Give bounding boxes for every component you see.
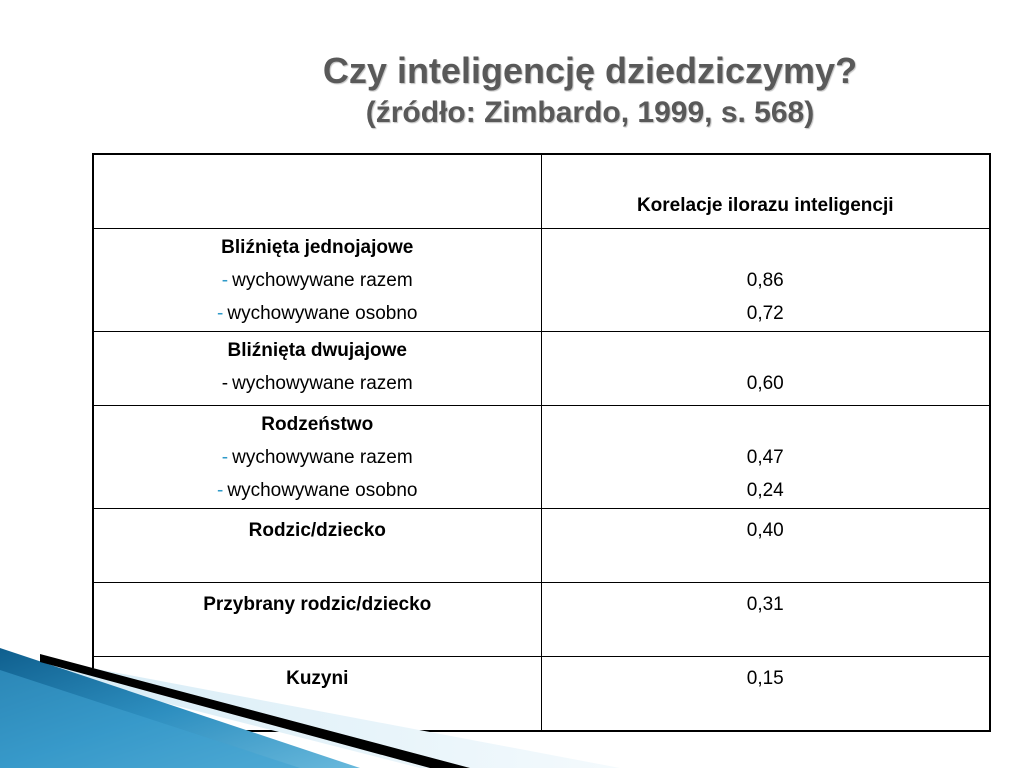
title-source: (źródło: Zimbardo, 1999, s. 568) bbox=[365, 96, 815, 129]
relation-label: Przybrany rodzic/dziecko bbox=[203, 594, 432, 615]
correlation-value: 0,15 bbox=[746, 668, 784, 689]
correlation-value: 0,40 bbox=[746, 520, 784, 541]
relation-label: Kuzyni bbox=[286, 668, 349, 689]
relation-label-cell bbox=[93, 509, 541, 583]
sub-item: - wychowywane osobno bbox=[217, 303, 418, 324]
value-cell bbox=[541, 509, 990, 583]
sub-item: - wychowywane razem bbox=[221, 373, 413, 394]
dash-bullet: - bbox=[217, 303, 224, 324]
table-row bbox=[93, 332, 990, 406]
value-cell bbox=[541, 332, 990, 406]
group-title: Rodzeństwo bbox=[261, 414, 374, 435]
table-row bbox=[93, 509, 990, 583]
header-cell-empty bbox=[93, 154, 541, 229]
group-label-cell bbox=[93, 229, 541, 332]
dash-bullet: - bbox=[221, 447, 229, 468]
header-label: Korelacje ilorazu inteligencji bbox=[636, 195, 894, 216]
correlation-value: 0,47 bbox=[746, 447, 784, 468]
relation-label: Rodzic/dziecko bbox=[248, 520, 386, 541]
correlation-value: 0,72 bbox=[746, 303, 784, 324]
correlation-value: 0,60 bbox=[746, 373, 784, 394]
group-label-cell bbox=[93, 332, 541, 406]
slide-title bbox=[200, 48, 980, 132]
dash-bullet: - bbox=[217, 480, 224, 501]
value-cell bbox=[541, 406, 990, 509]
dash-bullet: - bbox=[221, 373, 229, 394]
sub-item: - wychowywane razem bbox=[221, 270, 413, 291]
table-header-row bbox=[93, 154, 990, 229]
correlation-value: 0,86 bbox=[746, 270, 784, 291]
table-row bbox=[93, 406, 990, 509]
header-cell-correlation bbox=[541, 154, 990, 229]
group-title: Bliźnięta jednojajowe bbox=[221, 237, 414, 258]
dash-bullet: - bbox=[221, 270, 229, 291]
value-cell bbox=[541, 229, 990, 332]
decorative-corner-swoosh bbox=[0, 640, 620, 768]
correlation-value: 0,24 bbox=[746, 480, 784, 501]
sub-item: - wychowywane razem bbox=[221, 447, 413, 468]
table-row bbox=[93, 229, 990, 332]
title-main: Czy inteligencję dziedziczymy? bbox=[322, 50, 858, 91]
group-label-cell bbox=[93, 406, 541, 509]
group-title: Bliźnięta dwujajowe bbox=[227, 340, 407, 361]
correlation-value: 0,31 bbox=[746, 594, 784, 615]
sub-item: - wychowywane osobno bbox=[217, 480, 418, 501]
